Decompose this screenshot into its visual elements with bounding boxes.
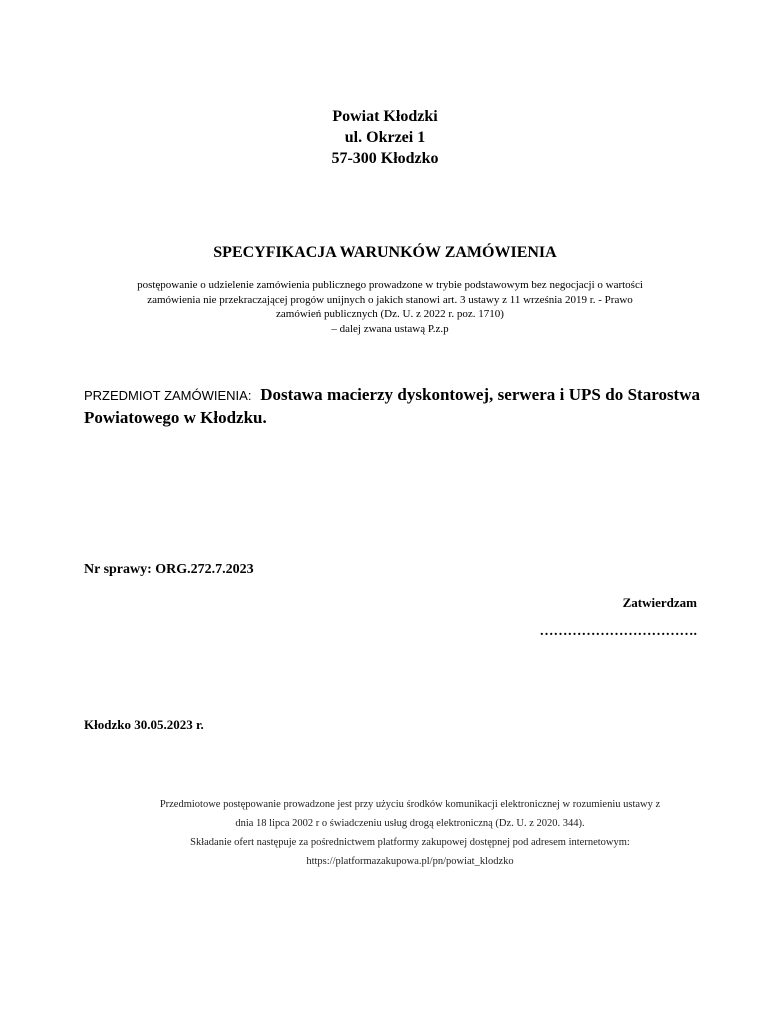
address-line-city: 57-300 Kłodzko <box>331 150 439 167</box>
intro-line: postępowanie o udzielenie zamówienia publicznego prowadzone w trybie podstawowym bez negocjacji o wartości <box>137 279 643 291</box>
place-date: Kłodzko 30.05.2023 r. <box>84 717 204 732</box>
order-subject-label: PRZEDMIOT ZAMÓWIENIA <box>84 388 248 403</box>
address-line-street: ul. Okrzei 1 <box>344 129 426 146</box>
intro-line: – dalej zwana ustawą P.z.p <box>331 322 449 335</box>
case-number: Nr sprawy: ORG.272.7.2023 <box>84 562 254 577</box>
footer-line: Przedmiotowe postępowanie prowadzone jest przy użyciu środków komunikacji elektronicznej w rozumieniu ustawy z <box>159 799 661 810</box>
order-subject-text: Dostawa macierzy dyskontowej, serwera i UPS do Starostwa Powiatowego w Kłodzku. <box>84 385 700 427</box>
approval-label: Zatwierdzam <box>622 595 697 610</box>
signature-line: ……………………………. <box>539 624 697 639</box>
footer-line: Składanie ofert następuje za pośrednictwem platformy zakupowej dostępnej pod adresem internetowym: <box>190 837 630 848</box>
intro-paragraph <box>84 278 696 336</box>
footer-line: dnia 18 lipca 2002 r o świadczeniu usług drogą elektroniczną (Dz. U. z 2020. 344). <box>235 818 585 829</box>
intro-line: zamówień publicznych (Dz. U. z 2022 r. poz. 1710) <box>276 308 504 320</box>
order-subject-separator: : <box>247 388 252 403</box>
order-subject <box>84 384 700 429</box>
address-block <box>0 106 770 169</box>
intro-line: zamówienia nie przekraczającej progów unijnych o jakich stanowi art. 3 ustawy z 11 września 2019 r. - Prawo <box>147 293 633 306</box>
footer-url: https://platformazakupowa.pl/pn/powiat_klodzko <box>306 856 514 867</box>
address-line-name: Powiat Kłodzki <box>332 108 438 125</box>
footer-note <box>110 795 710 871</box>
document-title: SPECYFIKACJA WARUNKÓW ZAMÓWIENIA <box>213 244 557 261</box>
